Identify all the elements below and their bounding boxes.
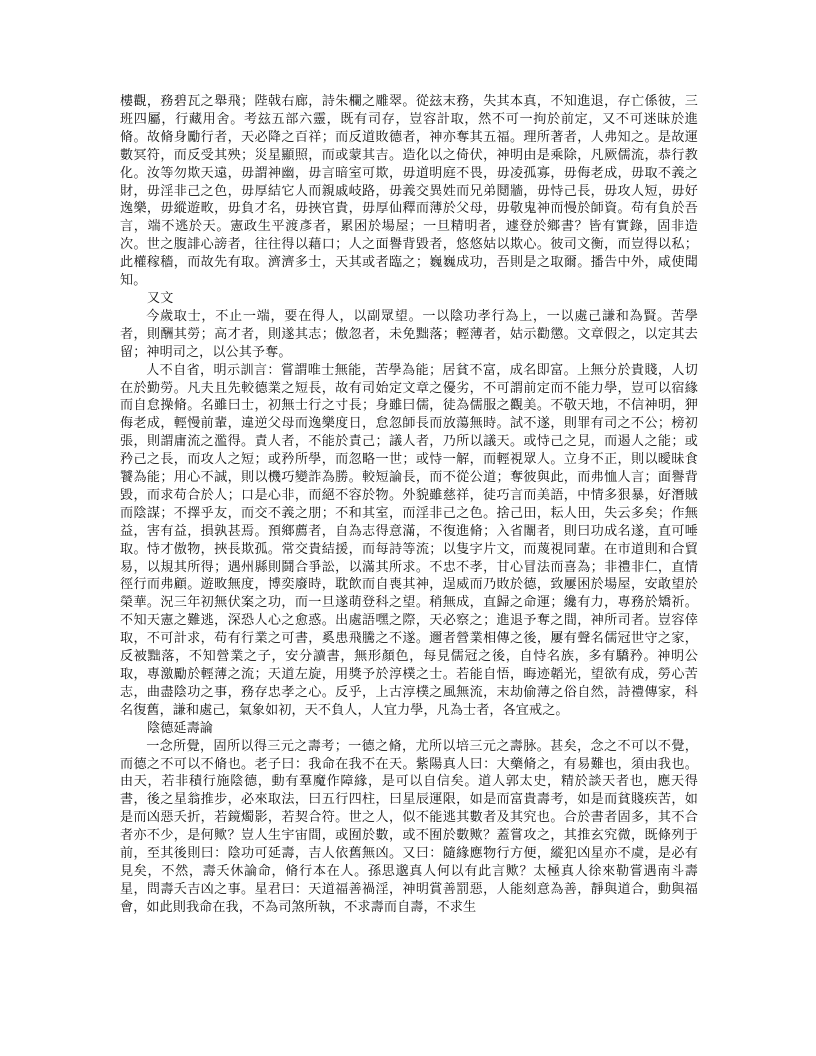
document-body xyxy=(120,93,698,917)
section-heading-yinde: 陰德延壽論 xyxy=(147,720,213,736)
paragraph: 今歲取士，不止一端，要在得人，以副眾望。一以陰功孝行為上，一以處己謙和為賢。苦學者，則酬其勞；高才者，則遂其志；傲忽者，未免黜落；輕薄者，姑示勸懲。文章假之，以定其去留；神明司之，以公其予奪。 xyxy=(120,308,698,360)
paragraph-continued: 樓觀，務碧瓦之舉飛；陛戟右廊，詩朱欄之雕翠。從玆末務，失其本真，不知進退，存亡係彼，三班四屬，行藏用舍。考玆五部六靈，既有司存，豈容計取，然不可一拘於前定，又不可迷昧於進脩。故脩身勵行者，天必降之百祥；而反道敗德者，神亦奪其五福。理所著者，人弗知之。是故運數冥符，而反受其殃；災星顯照，而或蒙其吉。造化以之倚伏，神明由是乘除，凡厥儒流，恭行教化。汝等勿欺天遠，毋謂神幽，毋言暗室可欺，毋道明庭不畏，毋凌孤寡，毋侮老成，毋取不義之財，毋淫非己之色，毋厚結它人而親戚岐路，毋義交異姓而兄弟鬩牆，毋恃己長，毋攻人短，毋好逸樂，毋縱遊畋，毋負才名，毋挾官貴，毋厚仙釋而薄於父母，毋敬鬼神而慢於師資。苟有負於吾言，端不逃於天。憲政生平渡彥者，累困於場屋；一旦精明者，遽登於鄉書？皆有實錄，固非造次。世之腹誹心謗者，往往得以藉口；人之面譽背毀者，悠悠姑以欺心。彼司文衡，而豈得以私；此權稼穡，而故先有取。濟濟多士，天其或者臨之；巍巍成功，吾則是之取爾。播告中外，咸使聞知。 xyxy=(120,94,698,289)
section-heading-youwen: 又文 xyxy=(147,290,174,306)
paragraph: 一念所覺，固所以得三元之壽考；一德之脩，尤所以培三元之壽脉。甚矣，念之不可以不覺，而德之不可以不脩也。老子曰：我命在我不在天。紫陽真人曰：大藥脩之，有易難也，須由我也。由天，若非積行施陰德，動有羣魔作障緣，是可以自信矣。道人郭太史，精於談天者也，應天得書，後之星翁推步，必來取法，曰五行四柱，曰星辰運限，如是而富貴壽考，如是而貧賤疾苦，如是而凶惡夭折，若鏡燭影，若契合符。世之人，似不能逃其數者及其究也。合於書者固多，其不合者亦不少，是何歟？豈人生宇宙間，或囿於數，或不囿於數歟？蓋嘗攻之，其推玄究微，既條列于前，至其後則曰：陰功可延壽，吉人依舊無凶。又曰：隨緣應物行方便，縱犯凶星亦不虞，是必有見矣，不然，壽夭休論命，脩行本在人。孫思邈真人何以有此言歟？太極真人徐來勒嘗遇南斗壽星，問壽夭吉凶之事。星君曰：天道福善禍淫，神明賞善罰惡，人能刻意為善，靜與道合，動與福會，如此則我命在我，不為司煞所執，不求壽而自壽，不求生 xyxy=(120,738,698,915)
paragraph: 人不自省，明示訓言：嘗謂唯士無能，苦學為能；居貧不富，成名即富。上無分於貴賤，人切在於勤勞。凡夫且先較德業之短長，故有司始定文章之優劣，不可謂前定而不能力學，豈可以宿緣而自怠操脩。名雖曰士，初無士行之寸長；身雖曰儒，徒為儒服之觀美。不敬天地，不信神明，狎侮老成，輕慢前輩，違逆父母而逸樂度日，怠忽師長而放蕩無時。試不遂，則罪有司之不公；榜初張，則謂庸流之濫得。責人者，不能於責己；議人者，乃所以議天。或恃己之見，而遏人之能；或矜己之長，而攻人之短；或矜所學，而忽略一世；或恃一解，而輕視眾人。立身不正，則以曖昧食饕為能；用心不誠，則以機巧變詐為勝。較短論長，而不從公道；奪彼與此，而弗恤人言；面譽背毀，而求苟合於人；口是心非，而絕不容於物。外貌雖慈祥，徒巧言而美語，中情多狠暴，好潛賊而陰謀；不擇乎友，而交不義之朋；不和其室，而淫非己之色。捨己田，耘人田，失云多矣；作無益，害有益，損孰甚焉。預鄉薦者，自為志得意滿，不復進脩；入省闈者，則曰功成名遂，直可唾取。恃才傲物，挾長欺孤。常交貴結援，而每詩等流；以隻字片文，而蔑視同輩。在市道則和合貿易，以規其所得；遇州縣則鬪合爭訟，以滿其所求。不忠不孝，甘心冒法而喜為；非禮非仁，直情徑行而弗顧。遊畋無度，博奕廢時，耽飲而自喪其神，逞威而乃敗於德，致屢困於場屋，安敢望於榮華。況三年初無伏案之功，而一旦遂萌登科之望。稍無成，直歸之命運；纔有力，專務於矯祈。不知天憲之難逃，深恐人心之愈惑。出處語嘿之際，天必察之；進退予奪之間，神所司者。豈容倖取，不可計求，苟有行業之可書，奚患飛騰之不遂。邇者營業相傳之後，屢有聲名儒冠世守之家，反被黜落，不知營業之子，安分讀書，無形顏色，每見儒冠之後，自恃名族，多有驕矜。神明公取，專激勵於輕薄之流；天道左旋，用獎予於淳樸之士。若能自悟，晦迹韜光，望欲有成，勞心苦志，曲盡陰功之事，務存忠孝之心。反乎，上古淳樸之風無流，末劫偷薄之俗自然，詩禮傳家，科名復舊，謙和處己，氣象如初，天不負人，人宜力學，凡為士者，各宜戒之。 xyxy=(120,362,698,718)
